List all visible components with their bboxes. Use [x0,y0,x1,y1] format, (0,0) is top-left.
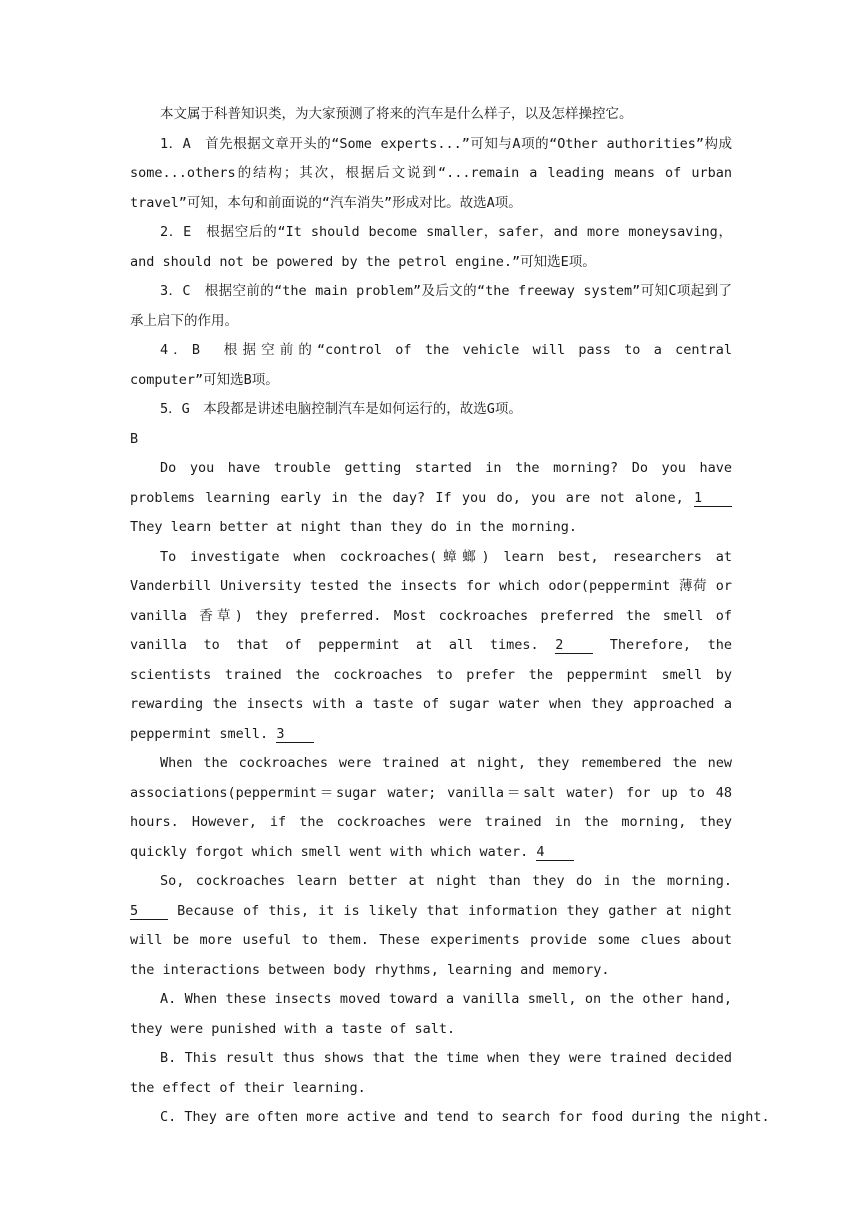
passage-text: Do you have trouble getting started in the morning? Do you have problems learning early in the day? If you do, you are not alone, [130,460,732,506]
blank-5: 5 [130,904,168,920]
passage-paragraph-1 [130,454,732,543]
passage-text: When the cockroaches were trained at night, they remembered the new associations(peppermint＝sugar water; vanilla＝salt water) for up to 48 hours. However, if the cockroaches were trained in the morning, they quickly forgot which smell went with which water. [130,755,732,860]
blank-4: 4 [536,845,574,861]
section-heading: B [130,430,139,447]
passage-paragraph-4 [130,867,732,985]
option-b: B. This result thus shows that the time when they were trained decided the effect of their learning. [130,1050,732,1096]
answer-1: 1．A 首先根据文章开头的“Some experts...”可知与A项的“Other authorities”构成some...others的结构；其次，根据后文说到“...remain a leading means of urban travel”可知，本句和前面说的“汽车消失”形成对比。故选A项。 [130,135,732,211]
passage-text: To investigate when cockroaches(蟑螂) learn best, researchers at Vanderbill University tested the insects for which odor(peppermint 薄荷 or vanilla 香草) they preferred. Most cockroaches preferred the smell of vanilla to that of peppermint at all times. [130,548,732,653]
passage-paragraph-3 [130,749,732,867]
blank-1: 1 [694,491,732,507]
passage-text: Therefore, the scientists trained the cockroaches to prefer the peppermint smell by rewarding the insects with a taste of sugar water when they approached a peppermint smell. [130,637,732,742]
passage-text: So, cockroaches learn better at night than they do in the morning. [160,873,732,889]
summary-paragraph: 本文属于科普知识类，为大家预测了将来的汽车是什么样子，以及怎样操控它。 [160,106,633,122]
passage-text: They learn better at night than they do in the morning. [130,519,578,535]
passage-text: Because of this, it is likely that information they gather at night will be more useful to them. These experiments provide some clues about the interactions between body rhythms, learning and memory. [130,902,732,978]
answer-5: 5．G 本段都是讲述电脑控制汽车是如何运行的，故选G项。 [160,401,522,417]
passage-paragraph-2 [130,543,732,750]
answer-2: 2．E 根据空后的“It should become smaller，safer，and more moneysaving，and should not be powered by the petrol engine.”可知选E项。 [130,224,732,270]
answer-4: 4．B 根据空前的“control of the vehicle will pass to a central computer”可知选B项。 [130,342,732,388]
answer-3: 3．C 根据空前的“the main problem”及后文的“the freeway system”可知C项起到了承上启下的作用。 [130,283,732,329]
option-a: A. When these insects moved toward a vanilla smell, on the other hand, they were punished with a taste of salt. [130,991,732,1037]
blank-2: 2 [555,638,593,654]
option-c: C. They are often more active and tend to search for food during the night. [160,1109,770,1125]
blank-3: 3 [276,727,314,743]
